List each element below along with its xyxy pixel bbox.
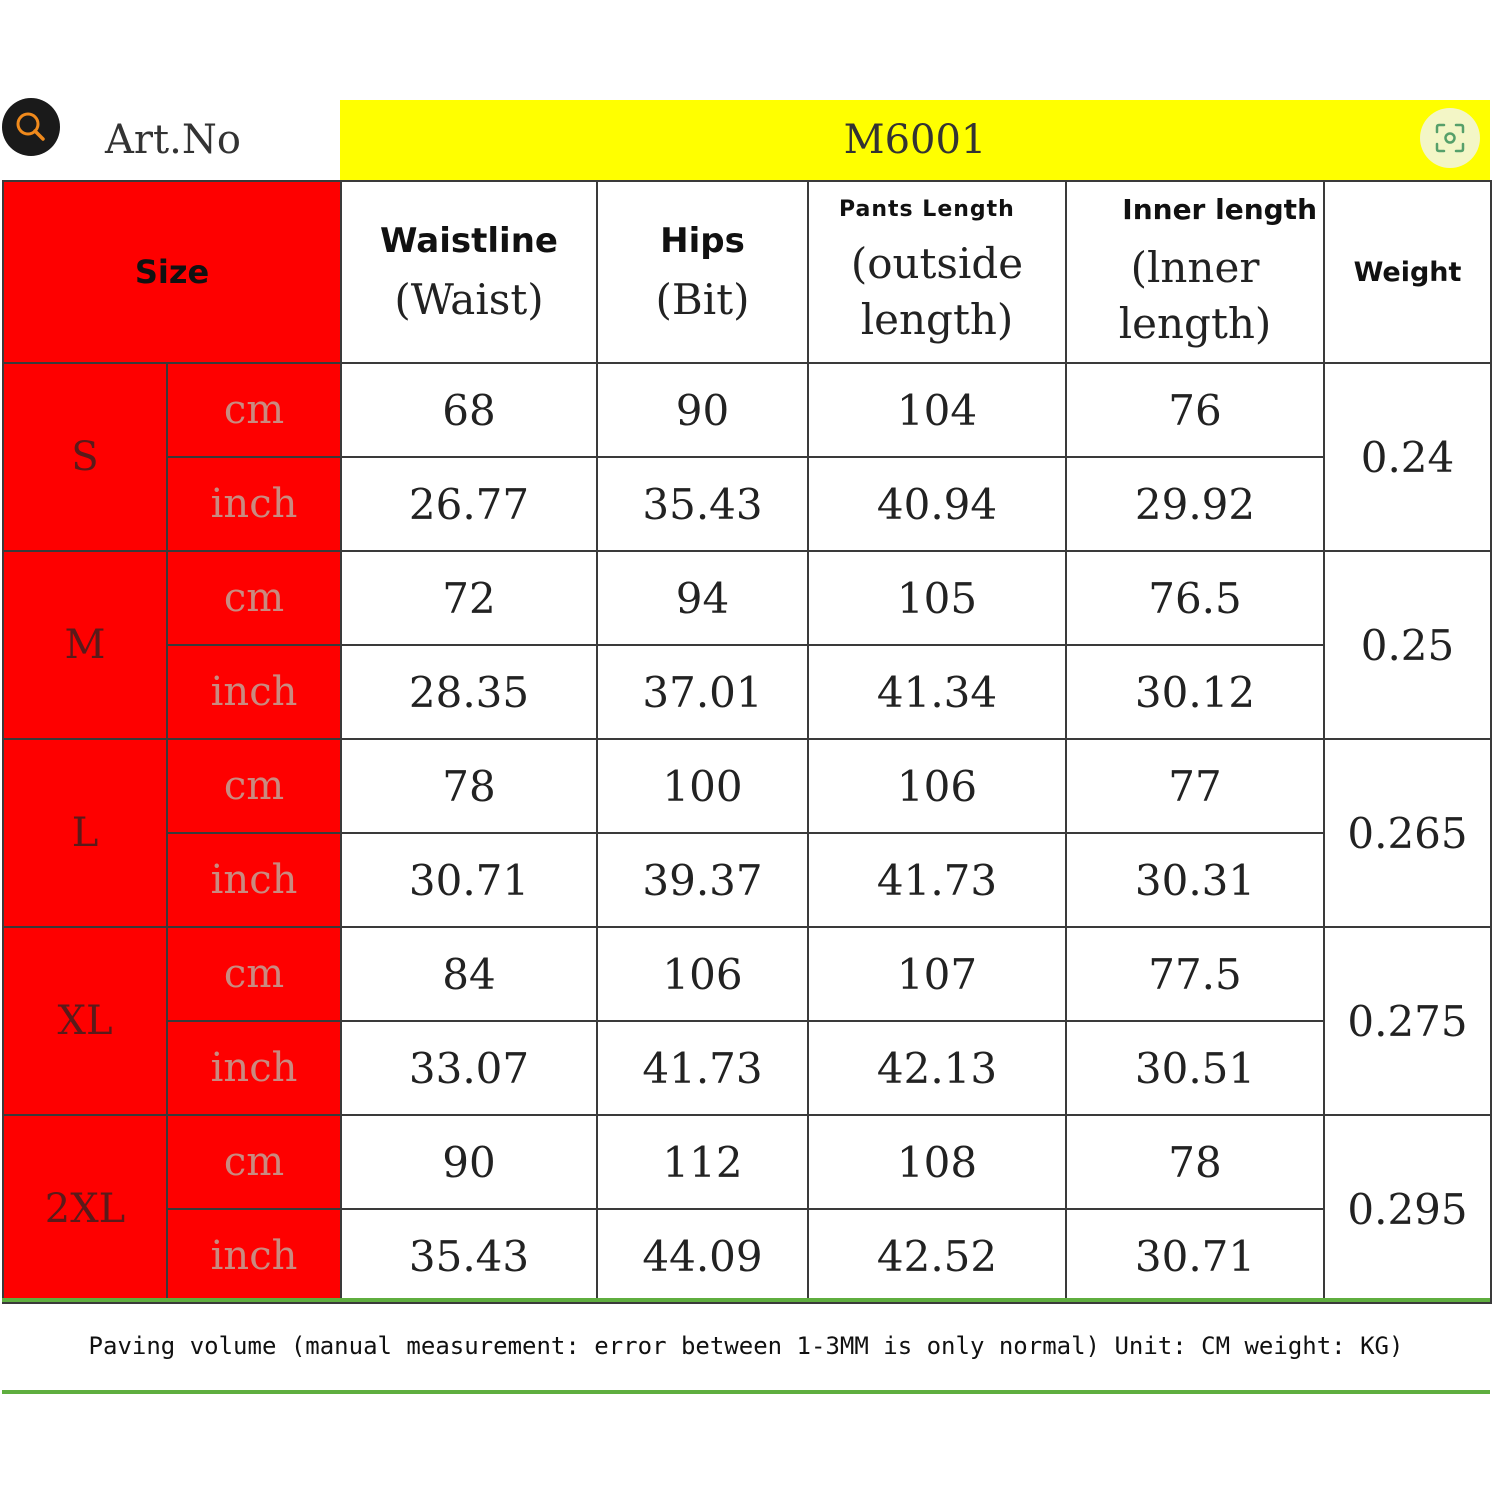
measurement-note: Paving volume (manual measurement: error between 1-3MM is only normal) Unit: CM weight: KG) bbox=[2, 1298, 1490, 1394]
unit-label: cm bbox=[223, 387, 285, 433]
weight-value: 0.25 bbox=[1324, 551, 1491, 739]
inner-length-value: 77.5 bbox=[1066, 927, 1324, 1021]
size-cell bbox=[3, 363, 167, 551]
size-cell bbox=[3, 739, 167, 927]
table-row bbox=[3, 551, 1491, 645]
hips-value: 35.43 bbox=[597, 457, 808, 551]
unit-cell bbox=[167, 1021, 341, 1115]
unit-cell bbox=[167, 363, 341, 457]
waist-value: 33.07 bbox=[341, 1021, 597, 1115]
unit-cell bbox=[167, 457, 341, 551]
hips-value: 112 bbox=[597, 1115, 808, 1209]
unit-label: inch bbox=[210, 857, 298, 903]
size-header-label: Size bbox=[134, 253, 210, 291]
waist-value: 68 bbox=[341, 363, 597, 457]
waist-value: 30.71 bbox=[341, 833, 597, 927]
pants-length-value: 42.52 bbox=[808, 1209, 1066, 1303]
unit-label: inch bbox=[210, 1045, 298, 1091]
scan-button[interactable] bbox=[1420, 108, 1480, 168]
pants-length-header bbox=[808, 181, 1066, 363]
size-name: 2XL bbox=[44, 1186, 126, 1232]
unit-cell bbox=[167, 551, 341, 645]
pants-length-value: 106 bbox=[808, 739, 1066, 833]
unit-cell bbox=[167, 1115, 341, 1209]
inner-length-value: 78 bbox=[1066, 1115, 1324, 1209]
pants-length-value: 41.34 bbox=[808, 645, 1066, 739]
hips-value: 90 bbox=[597, 363, 808, 457]
header-row bbox=[3, 181, 1491, 363]
hips-value: 106 bbox=[597, 927, 808, 1021]
waist-value: 90 bbox=[341, 1115, 597, 1209]
inner-length-value: 76.5 bbox=[1066, 551, 1324, 645]
weight-value: 0.295 bbox=[1324, 1115, 1491, 1303]
unit-label: inch bbox=[210, 481, 298, 527]
inner-length-header bbox=[1066, 181, 1324, 363]
table-row bbox=[3, 927, 1491, 1021]
hips-title: Hips bbox=[660, 220, 745, 261]
unit-label: cm bbox=[223, 951, 285, 997]
size-name: L bbox=[71, 810, 99, 856]
waist-title: Waistline bbox=[380, 220, 558, 261]
pants-length-value: 104 bbox=[808, 363, 1066, 457]
table-row bbox=[3, 457, 1491, 551]
table-row bbox=[3, 645, 1491, 739]
hips-value: 41.73 bbox=[597, 1021, 808, 1115]
unit-label: cm bbox=[223, 763, 285, 809]
waist-value: 72 bbox=[341, 551, 597, 645]
waist-value: 78 bbox=[341, 739, 597, 833]
pants-length-value: 42.13 bbox=[808, 1021, 1066, 1115]
inner-length-value: 30.51 bbox=[1066, 1021, 1324, 1115]
waist-subtitle: (Waist) bbox=[394, 274, 544, 324]
unit-cell bbox=[167, 833, 341, 927]
unit-cell bbox=[167, 739, 341, 833]
size-header bbox=[3, 181, 341, 363]
unit-label: cm bbox=[223, 575, 285, 621]
inner-length-value: 29.92 bbox=[1066, 457, 1324, 551]
waist-value: 84 bbox=[341, 927, 597, 1021]
unit-label: inch bbox=[210, 669, 298, 715]
inner-length-value: 76 bbox=[1066, 363, 1324, 457]
size-cell bbox=[3, 551, 167, 739]
size-name: XL bbox=[57, 998, 113, 1044]
unit-label: cm bbox=[223, 1139, 285, 1185]
unit-cell bbox=[167, 645, 341, 739]
pants-length-value: 108 bbox=[808, 1115, 1066, 1209]
inner-length-title: Inner length bbox=[1122, 192, 1317, 226]
size-cell bbox=[3, 927, 167, 1115]
weight-header bbox=[1324, 181, 1491, 363]
unit-cell bbox=[167, 927, 341, 1021]
inner-length-value: 30.31 bbox=[1066, 833, 1324, 927]
hips-header bbox=[597, 181, 808, 363]
hips-subtitle: (Bit) bbox=[655, 274, 750, 324]
model-number: M6001 bbox=[340, 100, 1490, 180]
pants-length-value: 105 bbox=[808, 551, 1066, 645]
inner-length-value: 30.12 bbox=[1066, 645, 1324, 739]
waist-value: 26.77 bbox=[341, 457, 597, 551]
waist-header bbox=[341, 181, 597, 363]
size-name: S bbox=[71, 434, 99, 480]
inner-length-value: 77 bbox=[1066, 739, 1324, 833]
inner-length-subtitle: (lnner length) bbox=[1118, 242, 1272, 348]
unit-cell bbox=[167, 1209, 341, 1303]
waist-value: 28.35 bbox=[341, 645, 597, 739]
weight-value: 0.24 bbox=[1324, 363, 1491, 551]
table-row bbox=[3, 739, 1491, 833]
size-cell bbox=[3, 1115, 167, 1303]
pants-length-value: 107 bbox=[808, 927, 1066, 1021]
table-row bbox=[3, 1209, 1491, 1303]
hips-value: 94 bbox=[597, 551, 808, 645]
hips-value: 39.37 bbox=[597, 833, 808, 927]
pants-length-value: 40.94 bbox=[808, 457, 1066, 551]
unit-label: inch bbox=[210, 1233, 298, 1279]
pants-length-value: 41.73 bbox=[808, 833, 1066, 927]
hips-value: 37.01 bbox=[597, 645, 808, 739]
art-no-label: Art.No bbox=[105, 117, 241, 163]
weight-title: Weight bbox=[1353, 256, 1462, 288]
hips-value: 100 bbox=[597, 739, 808, 833]
pants-length-title: Pants Length bbox=[839, 196, 1015, 222]
table-row bbox=[3, 833, 1491, 927]
size-chart-table bbox=[2, 180, 1492, 1304]
waist-value: 35.43 bbox=[341, 1209, 597, 1303]
table-row bbox=[3, 1115, 1491, 1209]
weight-value: 0.265 bbox=[1324, 739, 1491, 927]
size-name: M bbox=[64, 622, 106, 668]
scan-icon bbox=[1435, 123, 1465, 153]
inner-length-value: 30.71 bbox=[1066, 1209, 1324, 1303]
table-row bbox=[3, 363, 1491, 457]
weight-value: 0.275 bbox=[1324, 927, 1491, 1115]
table-row bbox=[3, 1021, 1491, 1115]
pants-length-subtitle: (outside length) bbox=[850, 238, 1024, 344]
hips-value: 44.09 bbox=[597, 1209, 808, 1303]
